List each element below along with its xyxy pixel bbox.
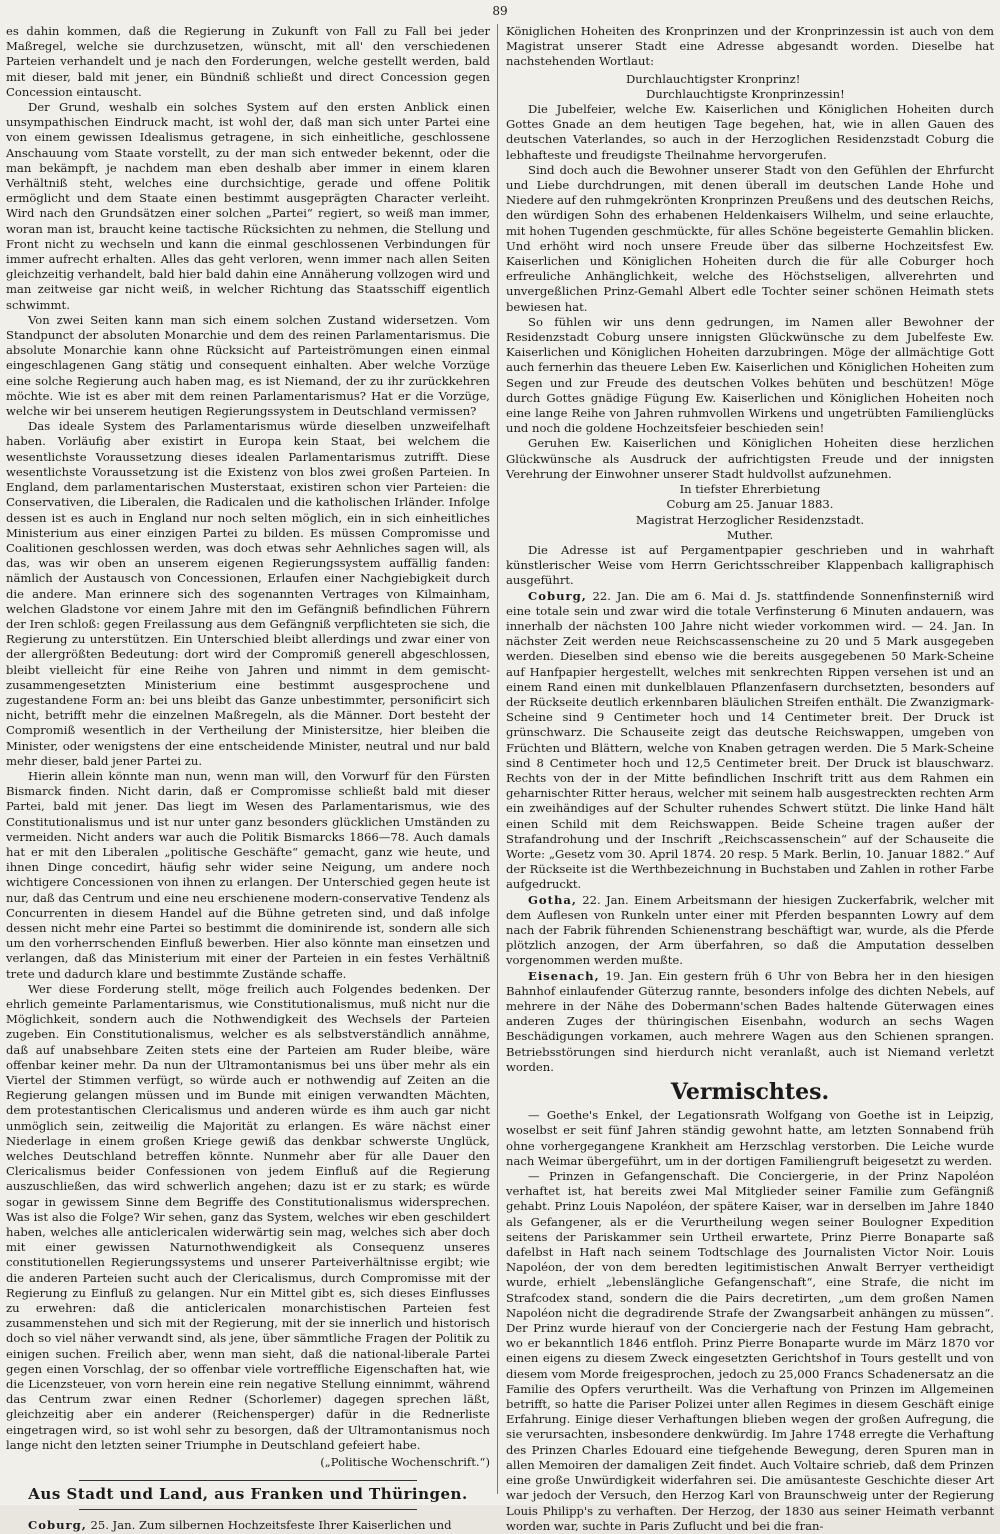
address-signature: Magistrat Herzoglicher Residenzstadt.	[635, 512, 865, 527]
misc-item: — Prinzen in Gefangenschaft. Die Conciergerie, in der Prinz Napoléon verhaftet ist, hat bereits zwei Mal Mitglieder seiner Familie zum Gefängniß gehabt. Prinz Louis Napoléon, der spätere Kaiser, war in derselben im Jahre 1840 als Gefangener, als er die Verurtheilung wegen seiner Boulogner Expedition seitens der Pariskammer sein Urtheil erwartete, Prinz Pierre Bonaparte saß dafelbst in Haft nach seinem Todtschlage des Journalisten Victor Noir. Louis Napoléon, der von dem beredten legitimistischen Anwalt Berryer vertheidigt wurde, erhielt „lebenslängliche Gefangenschaft“, eine Strafe, die nicht im Strafcodex stand, sondern die die Pairs decretirten, „um dem großen Namen Napoléon nicht die degradirende Strafe der Zwangsarbeit anhängen zu müssen“. Der Prinz wurde hierauf von der Conciergerie nach der Festung Ham gebracht, wo er bekanntlich 1846 entfloh. Prinz Pierre Bonaparte wurde im März 1870 vor einen eigens zu diesem Zweck eingesetzten Gerichtshof in Tours gestellt und von diesem vom Morde freigesprochen, jedoch zu 25,000 Francs Schadenersatz an die Familie des Opfers verurtheilt. Was die Verhaftung von Prinzen im Allgemeinen betrifft, so hatte die Pariser Polizei unter allen Regimes in diesem Geschäft einige Erfahrung. Einige dieser Verhaftungen blieben wegen der großen Aufregung, die sie verursachten, insbesondere denkwürdig. Im Jahre 1748 erregte die Verhaftung des Prinzen Charles Edouard eine tiefgehende Bewegung, deren Spuren man in allen Memoiren der damaligen Zeit findet. Auch Voltaire schrieb, daß dem Prinzen eine große Unwürdigkeit widerfahren sei. Die amüsanteste Geschichte dieser Art war jedoch der Versuch, den Herzog Karl von Braunschweig unter der Regierung Louis Philipp's zu verhaften. Der Herzog, der 1830 aus seiner Heimath verbannt worden war, suchte in Paris Zuflucht und bei die fran-	[506, 1169, 994, 1533]
article-paragraph: es dahin kommen, daß die Regierung in Zukunft von Fall zu Fall bei jeder Maßregel, welche sie durchzusetzen, wünscht, mit all' den verschiedenen Parteien verhandelt und je nach den Forderungen, welche gestellt werden, bald mit dieser, bald mit jener, ein Bündniß schließt und direct Concession gegen Concession eintauscht.	[6, 24, 490, 99]
news-text: 25. Jan. Zum silbernen Hochzeitsfeste Ihrer Kaiserlichen und	[90, 1517, 452, 1532]
news-item	[506, 969, 994, 1075]
column-divider	[497, 24, 498, 1494]
news-item	[506, 589, 994, 893]
right-column	[506, 24, 994, 1533]
news-text: 19. Jan. Ein gestern früh 6 Uhr von Bebra her in den hiesigen Bahnhof einlaufender Güterzug rannte, besonders infolge des dichten Nebels, auf mehrere in der Nähe des Dobermann'schen Bades haltende Güterwagen eines anderen Zuges der thüringischen Eisenbahn, wodurch an sechs Wagen Beschädigungen vorkamen, auch mehrere Wagen aus den Schienen sprangen. Betriebsstörungen sind hierdurch nicht veranlaßt, auch ist Niemand verletzt worden.	[506, 968, 994, 1074]
dateline-place: Gotha,	[528, 892, 577, 907]
section-heading: Vermischtes.	[670, 1079, 830, 1106]
address-signature: In tiefster Ehrerbietung	[679, 482, 821, 497]
address-note: Die Adresse ist auf Pergamentpapier geschrieben und in wahrhaft künstlerischer Weise vom Herrn Gerichtsschreiber Klappenbach kalligraphisch ausgeführt.	[506, 542, 994, 588]
section-rule	[79, 1480, 418, 1481]
dateline-place: Eisenach,	[528, 968, 600, 983]
news-text: 22. Jan. Einem Arbeitsmann der hiesigen Zuckerfabrik, welcher mit dem Auflesen von Runkeln unter einer mit Pferden bespannten Lowry auf dem nach der Fabrik führenden Schienenstrang beschäftigt war, wurde, als die Pferde plötzlich anzogen, der Arm überfahren, so daß die Amputation desselben vorgenommen werden mußte.	[506, 892, 994, 968]
address-intro: Königlichen Hoheiten des Kronprinzen und der Kronprinzessin ist auch von dem Magistrat unserer Stadt eine Adresse abgesandt worden. Dieselbe hat nachstehenden Wortlaut:	[506, 24, 994, 69]
article-source: („Politische Wochenschrift.“)	[320, 1455, 490, 1470]
news-text: 22. Jan. Die am 6. Mai d. Js. stattfindende Sonnenfinsterniß wird eine totale sein und zwar wird die totale Verfinsterung 6 Minuten andauern, was innerhalb der nächsten 100 Jahre nicht wieder vorkommen wird. — 24. Jan. In nächster Zeit werden neue Reichscassenscheine zu 20 und 5 Mark ausgegeben werden. Dieselben sind ebenso wie die bereits ausgegebenen 50 Mark-Scheine auf Hanfpapier hergestellt, welches mit senkrechten Rippen versehen ist und an einem Rand einen mit dunkelblauen Pflanzenfasern durchsetzten, besonders auf der Rückseite deutlich erkennbaren bläulichen Streifen enthält. Die Zwanzigmark-Scheine sind 9 Centimeter hoch und 14 Centimeter breit. Der Druck ist grünschwarz. Die Schauseite zeigt das deutsche Reichswappen, umgeben von Früchten und Blättern, welche von Knaben getragen werden. Die 5 Mark-Scheine sind 8 Centimeter hoch und 12,5 Centimeter breit. Der Druck ist blauschwarz. Rechts von der in der Mitte befindlichen Inschrift tritt aus dem Rahmen ein geharnischter Ritter heraus, welcher mit seinem halb ausgestreckten rechten Arm ein zweihändiges auf der Schulter ruhendes Schwert stützt. Die linke Hand hält einen Schild mit dem Reichswappen. Beide Scheine tragen außer der Strafandrohung und der Inschrift „Reichscassenschein“ auf der Schauseite die Worte: „Gesetz vom 30. April 1874. 20 resp. 5 Mark. Berlin, 10. Januar 1882.“ Auf der Rückseite ist die Werthbezeichnung in Buchstaben und Zahlen in rother Farbe aufgedruckt.	[506, 588, 994, 892]
dateline-place: Coburg,	[528, 588, 587, 603]
article-paragraph: Das ideale System des Parlamentarismus würde dieselben unzweifelhaft haben. Vorläufig aber existirt in Europa kein Staat, bei welchem die wesentlichste Voraussetzung dieses idealen Parlamentarismus zutrifft. Diese wesentlichste Voraussetzung ist die Existenz von blos zwei großen Parteien. In England, dem parlamentarischen Musterstaat, existiren schon vier Parteien: die Conservativen, die Liberalen, die Radicalen und die katholischen Irländer. Infolge dessen ist es auch in England nur noch selten möglich, ein in sich einheitliches Ministerium aus einer einzigen Partei zu bilden. Es müssen Compromisse und Coalitionen geschlossen werden, was doch etwas sehr Aehnliches sagen will, als das, was wir oben an unserem eigenen Regierungssystem auffällig fanden: nämlich der Austausch von Concessionen, Erlaufen einer Nachgiebigkeit durch die andere. Man erinnere sich des sogenannten Vertrages von Kilmainham, welchen Gladstone vor einem Jahre mit den im Gefängniß befindlichen Führern der Iren schloß: gegen Freilassung aus dem Gefängniß verpflichteten sie sich, die Regierung zu unterstützen. Ein Unterschied bleibt allerdings und zwar einer von der allergrößten Bedeutung: dort wird der Compromiß generell abgeschlossen, bleibt vielleicht für eine Reihe von Jahren und nimmt in dem gemischt-zusammengesetzten Ministerium eine bestimmt ausgesprochene und zugestandene Form an: bei uns bleibt das Ganze unbestimmter, personificirt sich nicht, betrifft mehr die einzelnen Maßregeln, als die Männer. Dort besteht der Compromiß wesentlich in der Vertheilung der Ministersitze, hier bleiben die Minister, oder wenigstens der eine entscheidende Minister, neutral und nur bald mehr dieser, bald jener Partei zu.	[6, 419, 490, 768]
dateline-place: Coburg,	[28, 1517, 87, 1532]
misc-item: — Goethe's Enkel, der Legationsrath Wolfgang von Goethe ist in Leipzig, woselbst er seit fünf Jahren ständig gewohnt hatte, am letzten Sonnabend früh ohne vorhergegangene Krankheit am Herzschlag verstorben. Die Leiche wurde nach Weimar übergeführt, um in der dortigen Familiengruft beigesetzt zu werden.	[506, 1108, 994, 1168]
article-paragraph: Wer diese Forderung stellt, möge freilich auch Folgendes bedenken. Der ehrlich gemeinte Parlamentarismus, wie Constitutionalismus, muß nicht nur die Möglichkeit, sondern auch die Nothwendigkeit des Wechsels der Parteien zugeben. Ein Constitutionalismus, welcher es als selbstverständlich annähme, daß auf unabsehbare Zeiten stets eine der Parteien am Ruder bleibe, wäre offenbar keiner mehr. Da nun der Ultramontanismus bei uns über mehr als ein Viertel der Stimmen verfügt, so würde auch er nothwendig auf Zeiten an die Regierung gelangen müssen und im Bunde mit einigen verwandten Mächten, dem protestantischen Clericalismus und anderen würde es ihm auch gar nicht unmöglich sein, zeitweilig die Majorität zu erlangen. Es wäre nächst einer Niederlage in einem großen Kriege gewiß das denkbar schwerste Unglück, welches Deutschland betreffen könnte. Nunmehr aber für alle Dauer den Clericalismus beider Confessionen von jedem Einfluß auf die Regierung auszuschließen, das wird schwerlich angehen; dazu ist er zu stark; es würde sogar in gewissem Sinne dem Begriffe des Constitutionalismus widersprechen. Was ist also die Folge? Wir sehen, ganz das System, welches wir eben geschildert haben, welches alle anticlericalen widerwärtig sein mag, welches sich aber doch mit einer gewissen Naturnothwendigkeit als Consequenz unseres constitutionellen Regierungssystems und unserer Parteiverhältnisse ergibt; wie die anderen Parteien sucht auch der Clericalismus, durch Compromisse mit der Regierung zu Einfluß zu gelangen. Nur ein Mittel gibt es, sich dieses Einflusses zu erwehren: daß die anticlericalen monarchistischen Parteien fest zusammenstehen und sich mit der Regierung, mit der sie innerlich und historisch doch so viel näher verwandt sind, als jene, über sämmtliche Fragen der Politik zu einigen suchen. Freilich aber, wenn man sieht, daß die national-liberale Partei gegen einen Vorschlag, der so offenbar viele vortreffliche Eigenschaften hat, wie die Licenzsteuer, von vorn herein eine rein negative Stellung einnimmt, während das Centrum zwar einen Redner (Schorlemer) dagegen sprechen läßt, gleichzeitig aber ein anderer (Reichensperger) dafür in die Rednerliste eingetragen wird, so ist wohl sehr zu besorgen, daß der Ultramontanismus noch lange nicht den letzten seiner Triumphe in Deutschland gefeiert habe.	[6, 981, 490, 1452]
news-item	[506, 893, 994, 969]
section-heading: Aus Stadt und Land, aus Franken und Thüringen.	[28, 1485, 468, 1504]
article-paragraph: Von zwei Seiten kann man sich einem solchen Zustand widersetzen. Vom Standpunct der absoluten Monarchie und dem des reinen Parlamentarismus. Die absolute Monarchie kann ohne Rücksicht auf Parteiströmungen einen einmal eingeschlagenen Gang stätig und consequent einhalten. Aber welche Vorzüge eine solche Regierung auch haben mag, es ist Niemand, der zu ihr zurückkehren möchte. Wie ist es aber mit dem reinen Parlamentarismus? Hat er die Vorzüge, welche wir bei unserem heutigen Regierungssystem in Deutschland vermissen?	[6, 312, 490, 419]
article-paragraph: Der Grund, weshalb ein solches System auf den ersten Anblick einen unsympathischen Eindruck macht, ist wohl der, daß man sich unter Partei eine von einem gewissen Idealismus getragene, in sich einheitliche, geschlossene Anschauung vom Staate vorstellt, zu der man sich entweder bekennt, oder die man bekämpft, je nachdem man eben deshalb aber immer in einem klaren Verhältniß steht, welches eine durchsichtige, gerade und offene Politik ermöglicht und dem Staate einen bestimmt ausgeprägten Character verleiht. Wird nach den Grundsätzen einer solchen „Partei“ regiert, so weiß man immer, woran man ist, braucht keine tactische Rücksichten zu nehmen, die Stellung und Front nicht zu wechseln und kann die einmal geschlossenen Verbindungen für immer aufrecht erhalten. Alles das geht verloren, wenn immer nach allen Seiten gleichzeitig verhandelt, bald hier bald dahin eine Annäherung vollzogen wird und man zeitweise gar nicht weiß, in welcher Richtung das Staatsschiff eigentlich schwimmt.	[6, 100, 490, 312]
article-paragraph: Hierin allein könnte man nun, wenn man will, den Vorwurf für den Fürsten Bismarck finden. Nicht darin, daß er Compromisse schließt bald mit dieser Partei, bald mit jener. Das liegt im Wesen des Parlamentarismus, wie des Constitutionalismus und ist nur unter ganz besonders glücklichen Umständen zu vermeiden. Nicht anders war auch die Politik Bismarcks 1866—78. Auch damals hat er mit den Liberalen „politische Geschäfte“ gemacht, ganz wie heute, und ihnen Dinge concedirt, häufig sehr wider seine Neigung, um andere noch wichtigere Concessionen von ihnen zu erlangen. Der Unterschied gegen heute ist nur, daß das Centrum und eine neu erschienene modern-conservative Tendenz als Concurrenten in diesem Handel auf die Bühne getreten sind, und daß infolge dessen nicht mehr eine Partei so bestimmt die dominirende ist, sondern alle sich um den vorherrschenden Einfluß bewerben. Hier also könnte man einsetzen und verlangen, daß das Ministerium mit einer der Parteien in ein festes Verhältniß trete und dadurch klare und bestimmte Zustände schaffe.	[6, 768, 490, 981]
address-signature: Muther.	[726, 527, 774, 542]
address-paragraph: Die Jubelfeier, welche Ew. Kaiserlichen und Königlichen Hoheiten durch Gottes Gnade an dem heutigen Tage begehen, hat, wie in allen Gauen des deutschen Vaterlandes, so auch in der Herzoglichen Residenzstadt Coburg die lebhafteste und freudigste Theilnahme hervorgerufen.	[506, 102, 994, 162]
address-paragraph: Sind doch auch die Bewohner unserer Stadt von den Gefühlen der Ehrfurcht und Liebe durchdrungen, mit denen überall im deutschen Lande Hohe und Niedere auf den ruhmgekrönten Kronprinzen Preußens und des deutschen Reichs, den würdigen Sohn des erhabenen Heldenkaisers Wilhelm, und seine erlauchte, mit hohen Tugenden geschmückte, für alles Schöne begeisterte Gemahlin blicken. Und erhöht wird noch unsere Freude über das silberne Hochzeitsfest Ew. Kaiserlichen und Königlichen Hoheiten durch die für alle Coburger hoch erfreuliche Anhänglichkeit, welche des Höchstseligen, allverehrten und unvergeßlichen Prinz-Gemahl Albert edle Tochter seiner schönen Heimath stets bewiesen hat.	[506, 162, 994, 314]
address-paragraph: Geruhen Ew. Kaiserlichen und Königlichen Hoheiten diese herzlichen Glückwünsche als Ausdruck der aufrichtigsten Freude und der innigsten Verehrung der Einwohner unserer Stadt huldvollst aufzunehmen.	[506, 436, 994, 481]
page-number: 89	[492, 4, 508, 18]
address-paragraph: So fühlen wir uns denn gedrungen, im Namen aller Bewohner der Residenzstadt Coburg unsere innigsten Glückwünsche zu dem Jubelfeste Ew. Kaiserlichen und Königlichen Hoheiten darzubringen. Möge der allmächtige Gott auch fernerhin das theuere Leben Ew. Kaiserlichen und Königlichen Hoheiten zum Segen und zur Freude des deutschen Volkes behüten und beschützen! Möge durch Gottes gnädige Fügung Ew. Kaiserlichen und Königlichen Hoheiten noch eine lange Reihe von Jahren ruhmvollen Wirkens und ungetrübten Familienglücks und noch die goldene Hochzeitsfeier beschieden sein!	[506, 314, 994, 436]
news-item	[6, 1518, 490, 1533]
address-greeting: Durchlauchtigster Kronprinz!	[626, 71, 801, 86]
left-column	[6, 24, 490, 1532]
address-signature: Coburg am 25. Januar 1883.	[666, 497, 834, 512]
section-rule	[79, 1509, 418, 1510]
address-greeting: Durchlauchtigste Kronprinzessin!	[646, 86, 845, 101]
